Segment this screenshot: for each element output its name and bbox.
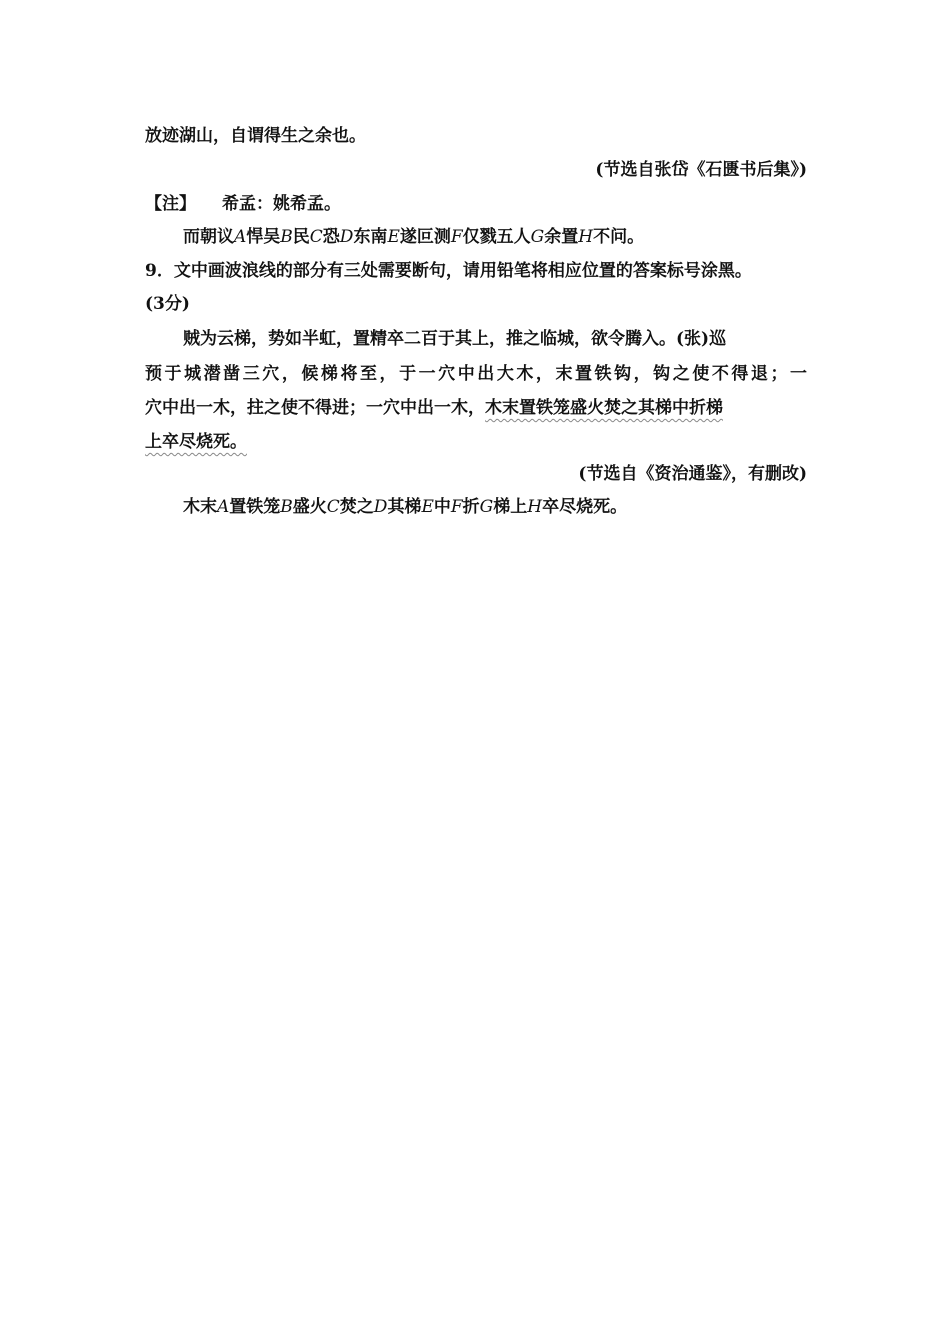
option-label-f: F [450,227,463,247]
option-label-c: C [326,497,340,517]
option-segment: 盛火 [292,497,327,517]
option-segment: 余置 [544,227,579,247]
option-segment: 焚之 [339,497,374,517]
passage-2-line-3 [145,396,723,420]
option-label-c: C [309,227,323,247]
option-segment: 木末 [183,497,217,517]
note-text: 希孟：姚希孟。 [222,194,341,214]
option-label-d: D [373,497,388,517]
option-segment: 而朝议 [183,227,234,247]
option-segment: 置铁笼 [229,497,281,517]
option-segment: 遂叵测 [399,227,451,247]
option-label-g: G [479,497,494,517]
annotation-note [145,192,341,216]
option-segment: 仅戮五人 [462,227,531,247]
passage-2-line-1: 贼为云梯，势如半虹，置精卒二百于其上，推之临城，欲令腾入。(张)巡 [183,329,727,349]
note-label: 【注】 [145,194,196,214]
option-segment: 民 [292,227,310,247]
passage-2-line-2: 预于城潜凿三穴，候梯将至，于一穴中出大木，末置铁钩，钩之使不得退；一 [145,364,807,384]
option-line-9 [183,495,627,519]
question-9-stem: 9．文中画波浪线的部分有三处需要断句，请用铅笔将相应位置的答案标号涂黑。 [145,261,752,281]
option-line-8 [183,225,644,249]
option-label-b: B [280,497,293,517]
option-segment: 梯上 [493,497,528,517]
option-label-d: D [339,227,354,247]
option-segment: 其梯 [387,497,422,517]
option-segment: 卒尽烧死。 [542,497,628,517]
option-label-h: H [578,227,594,247]
passage-line-end: 放迹湖山，自谓得生之余也。 [145,126,366,146]
option-label-a: A [234,227,247,247]
wavy-underlined-text: 上卒尽烧死。 [145,432,247,452]
option-segment: 折 [462,497,480,517]
option-label-h: H [527,497,543,517]
option-label-b: B [280,227,293,247]
option-segment: 中 [433,497,451,517]
passage-2-line-4 [145,430,247,454]
option-segment: 悍吴 [246,227,281,247]
option-segment: 恐 [322,227,340,247]
passage-2-source: (节选自《资治通鉴》，有删改) [578,464,807,484]
passage-2-plain-text: 穴中出一木，拄之使不得进；一穴中出一木， [145,398,485,418]
option-label-g: G [530,227,545,247]
option-segment: 不问。 [593,227,645,247]
option-label-a: A [217,497,230,517]
question-9-score: (3分) [145,294,190,314]
option-label-f: F [450,497,463,517]
option-label-e: E [387,227,400,247]
option-label-e: E [421,497,434,517]
passage-source: (节选自张岱《石匮书后集》) [595,160,807,180]
wavy-underlined-text: 木末置铁笼盛火焚之其梯中折梯 [485,398,723,418]
option-segment: 东南 [353,227,388,247]
